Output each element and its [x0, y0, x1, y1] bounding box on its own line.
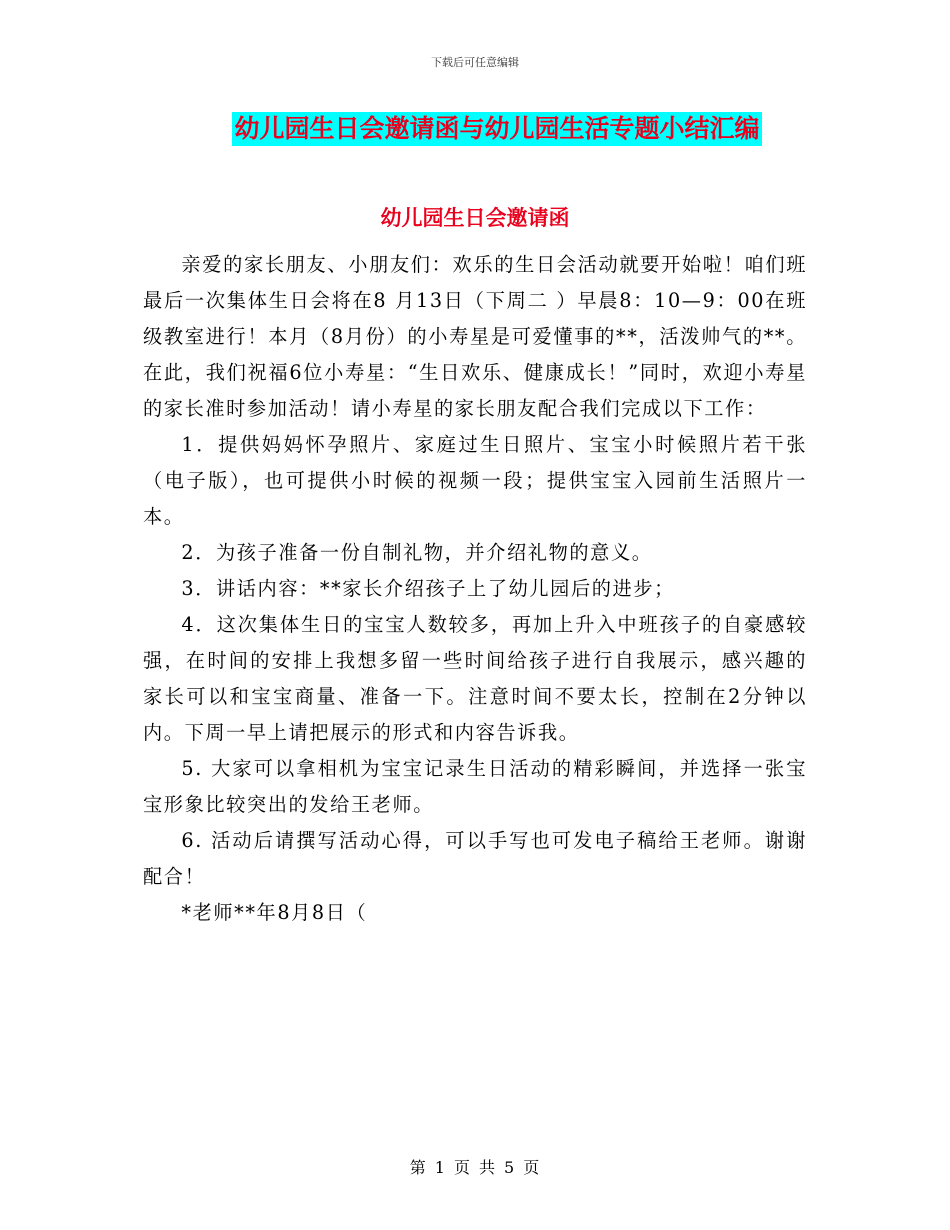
- main-title-container: [0, 112, 950, 146]
- footer-total-unit: 页: [523, 1158, 541, 1177]
- paragraph-item-1: 1．提供妈妈怀孕照片、家庭过生日照片、宝宝小时候照片若干张（电子版），也可提供小时候的视频一段；提供宝宝入园前生活照片一本。: [143, 433, 807, 528]
- footer-page-label: 第: [409, 1158, 427, 1177]
- paragraph-item-5: 5. 大家可以拿相机为宝宝记录生日活动的精彩瞬间，并选择一张宝宝形象比较突出的发给王老师。: [143, 757, 807, 816]
- section-title: 幼儿园生日会邀请函: [380, 205, 570, 230]
- paragraph-item-2: 2．为孩子准备一份自制礼物，并介绍礼物的意义。: [181, 541, 653, 564]
- footer-total-label: 共: [479, 1158, 497, 1177]
- paragraph-intro: 亲爱的家长朋友、小朋友们：欢乐的生日会活动就要开始啦！咱们班最后一次集体生日会将在8 月13日（下周二 ）早晨8：10—9：00在班级教室进行！本月（8月份）的小寿星是可爱懂事的**，活泼帅气的**。在此，我们祝福6位小寿星：“生日欢乐、健康成长！”同时，欢迎小寿星的家长准时参加活动！请小寿星的家长朋友配合我们完成以下工作：: [143, 253, 807, 420]
- paragraph-item-6: 6. 活动后请撰写活动心得，可以手写也可发电子稿给王老师。谢谢配合！: [143, 829, 807, 888]
- paragraph-item-3: 3．讲话内容：**家长介绍孩子上了幼儿园后的进步；: [181, 577, 675, 600]
- footer-current-page: 1: [434, 1158, 446, 1177]
- signature-line: *老师**年8月8日（: [181, 901, 368, 924]
- footer-page-unit: 页: [453, 1158, 471, 1177]
- main-title: 幼儿园生日会邀请函与幼儿园生活专题小结汇编: [232, 112, 761, 146]
- paragraph-item-4: 4．这次集体生日的宝宝人数较多，再加上升入中班孩子的自豪感较强，在时间的安排上我想多留一些时间给孩子进行自我展示，感兴趣的家长可以和宝宝商量、准备一下。注意时间不要太长，控制在2分钟以内。下周一早上请把展示的形式和内容告诉我。: [143, 613, 807, 744]
- page-header-note: 下载后可任意编辑: [431, 56, 519, 69]
- footer-total-pages: 5: [504, 1158, 516, 1177]
- document-body: [143, 247, 807, 931]
- page-footer: [0, 1155, 950, 1178]
